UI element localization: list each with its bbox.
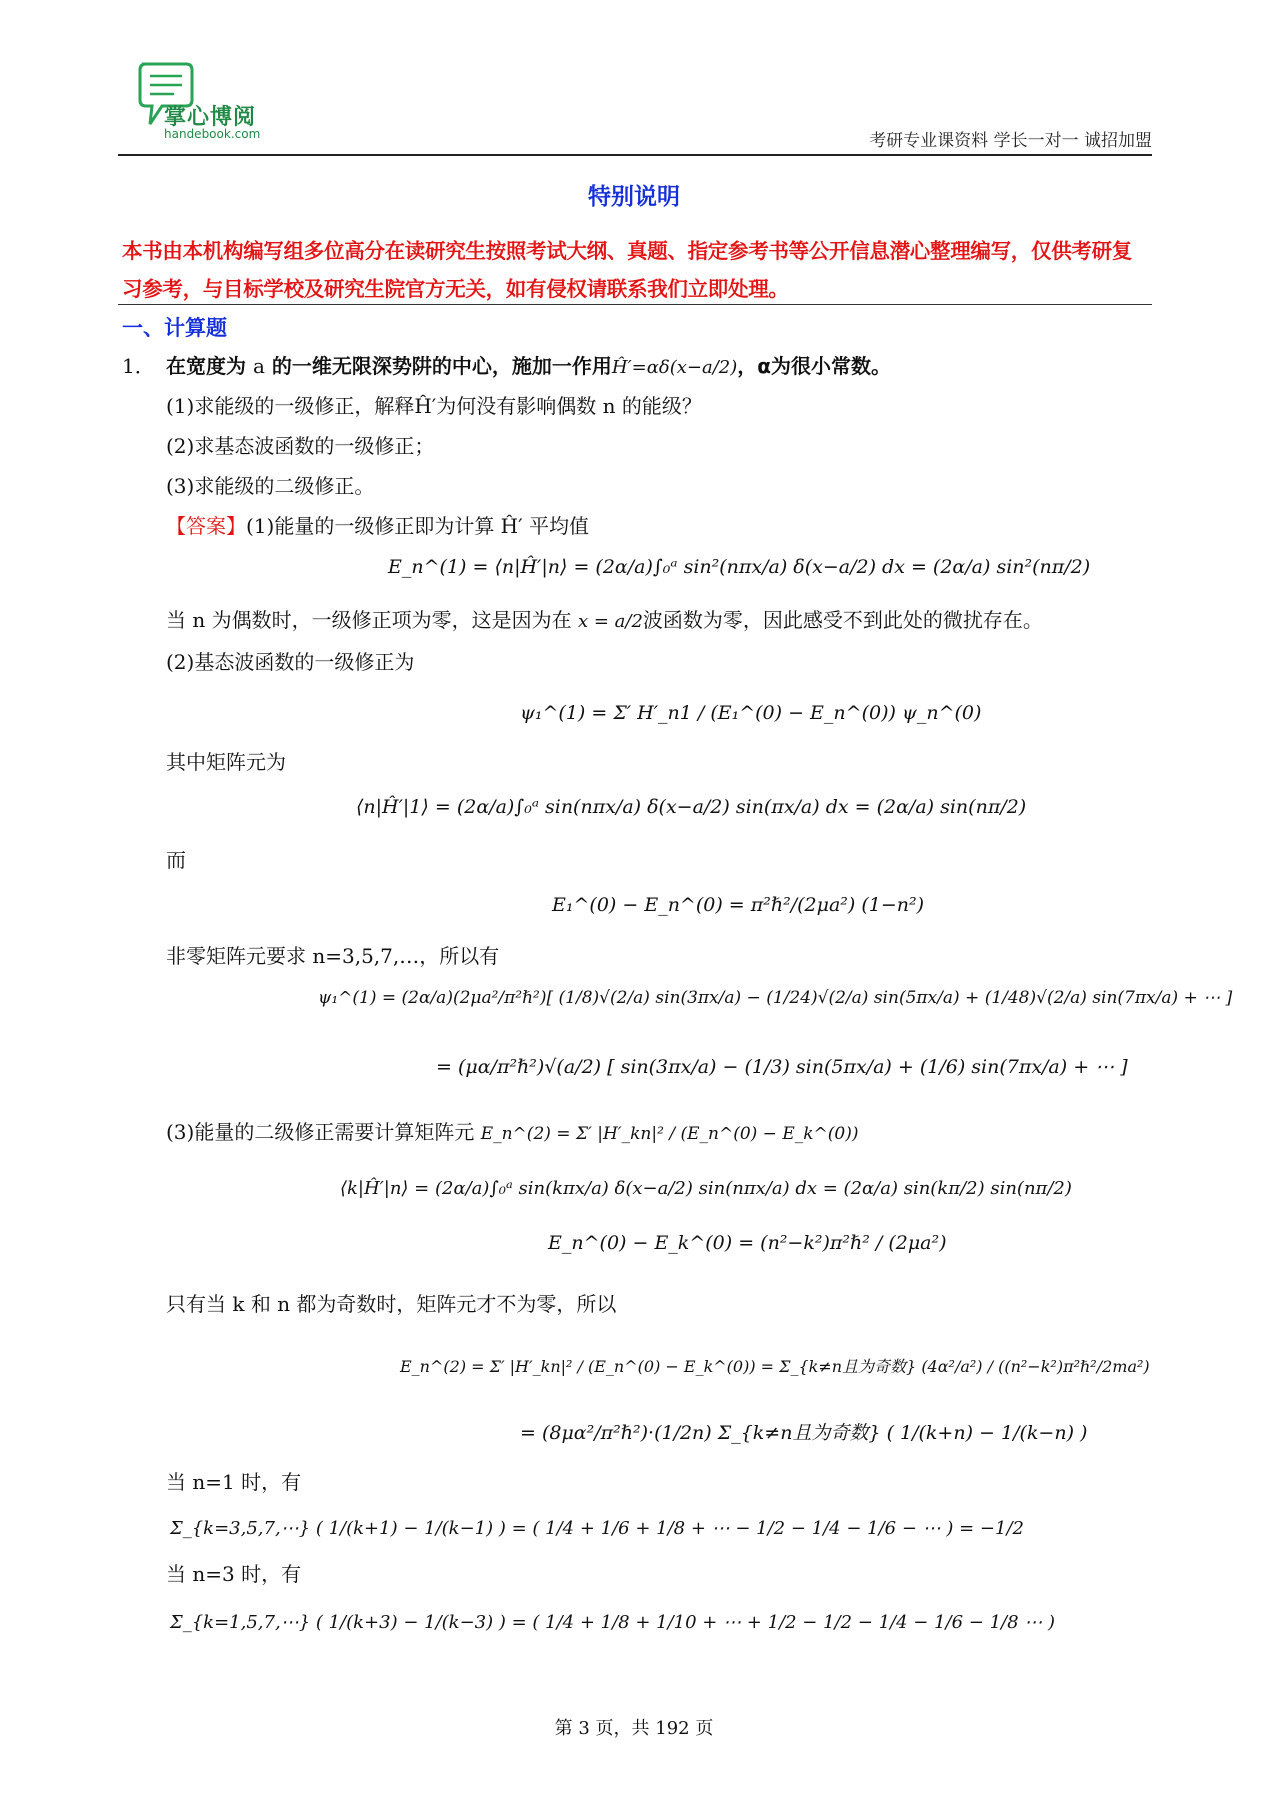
answer-part3-text: (3)能量的二级修正需要计算矩阵元 xyxy=(166,1120,475,1144)
special-notice-title: 特别说明 xyxy=(588,184,680,210)
problem-stem-operator: Ĥ′=αδ(x−a/2) xyxy=(611,357,738,378)
answer-label: 【答案】 xyxy=(166,514,246,538)
problem-stem-a: 在宽度为 xyxy=(166,354,246,378)
equation-matrix-element-kn: ⟨k|Ĥ′|n⟩ = (2α/a)∫₀ᵃ sin(kπx/a) δ(x−a/2) sin(nπx/a) dx = (2α/a) sin(kπ/2) sin(nπ/2) xyxy=(340,1178,1072,1199)
equation-wavefunction-expansion-1: ψ₁^(1) = (2α/a)(2μa²/π²ℏ²)[ (1/8)√(2/a) sin(3πx/a) − (1/24)√(2/a) sin(5πx/a) + (1/48)√(2/a) sin(7πx/a) + ⋯ ] xyxy=(318,988,1233,1008)
equation-second-order-def: E_n^(2) = Σ′ |H′_kn|² / (E_n^(0) − E_k^(0)) xyxy=(480,1124,859,1144)
section-title: 一、计算题 xyxy=(122,316,227,340)
section-divider xyxy=(118,304,1152,305)
equation-sum-n3: Σ_{k=1,5,7,⋯} ( 1/(k+3) − 1/(k−3) ) = ( 1/4 + 1/8 + 1/10 + ⋯ + 1/2 − 1/2 − 1/4 − 1/6 − 1/8 ⋯ ) xyxy=(170,1612,1056,1633)
page-footer: 第 3 页，共 192 页 xyxy=(554,1718,714,1739)
and-word: 而 xyxy=(166,848,186,872)
equation-first-order-energy: E_n^(1) = ⟨n|Ĥ′|n⟩ = (2α/a)∫₀ᵃ sin²(nπx/a) δ(x−a/2) dx = (2α/a) sin²(nπ/2) xyxy=(388,556,1091,578)
answer-part1-text: (1)能量的一级修正即为计算 Ĥ′ 平均值 xyxy=(246,514,590,538)
even-note-a: 当 n 为偶数时，一级修正项为零，这是因为在 xyxy=(166,608,572,632)
header-divider xyxy=(118,154,1152,156)
even-note-b: 波函数为零，因此感受不到此处的微扰存在。 xyxy=(642,608,1043,632)
equation-energy-difference: E₁^(0) − E_n^(0) = π²ℏ²/(2μa²) (1−n²) xyxy=(552,894,925,916)
equation-matrix-element: ⟨n|Ĥ′|1⟩ = (2α/a)∫₀ᵃ sin(nπx/a) δ(x−a/2) sin(πx/a) dx = (2α/a) sin(nπ/2) xyxy=(356,796,1027,818)
header-slogan: 考研专业课资料 学长一对一 诚招加盟 xyxy=(869,131,1152,151)
nonzero-note: 非零矩阵元要求 n=3,5,7,…，所以有 xyxy=(166,944,500,968)
equation-second-order-1: E_n^(2) = Σ′ |H′_kn|² / (E_n^(0) − E_k^(0)) = Σ_{k≠n且为奇数} (4α²/a²) / ((n²−k²)π²ℏ²/2ma²) xyxy=(400,1357,1150,1376)
answer-part2-intro: (2)基态波函数的一级修正为 xyxy=(166,650,415,674)
answer-part1-intro xyxy=(166,512,589,540)
problem-stem xyxy=(166,352,891,382)
problem-stem-var: a xyxy=(252,354,265,378)
problem-stem-b: 的一维无限深势阱的中心，施加一作用 xyxy=(271,354,612,378)
question-3: (3)求能级的二级修正。 xyxy=(166,474,375,498)
even-note xyxy=(166,606,1043,636)
question-1: (1)求能级的一级修正，解释Ĥ′为何没有影响偶数 n 的能级？ xyxy=(166,394,702,418)
equation-second-order-2: = (8μα²/π²ℏ²)·(1/2n) Σ_{k≠n且为奇数} ( 1/(k+n) − 1/(k−n) ) xyxy=(520,1422,1088,1444)
logo-url: handebook.com xyxy=(164,127,261,141)
disclaimer-text: 本书由本机构编写组多位高分在读研究生按照考试大纲、真题、指定参考书等公开信息潜心整理编写，仅供考研复习参考，与目标学校及研究生院官方无关，如有侵权请联系我们立即处理。 xyxy=(122,239,1132,301)
answer-part3-intro xyxy=(166,1118,859,1148)
logo-title: 掌心博阅 xyxy=(164,105,257,130)
problem-stem-c: ，α为很小常数。 xyxy=(737,354,892,378)
n3-note: 当 n=3 时，有 xyxy=(166,1562,302,1586)
n1-note: 当 n=1 时，有 xyxy=(166,1470,302,1494)
question-2: (2)求基态波函数的一级修正； xyxy=(166,434,435,458)
equation-energy-difference-kn: E_n^(0) − E_k^(0) = (n²−k²)π²ℏ² / (2μa²) xyxy=(548,1232,947,1254)
matrix-element-intro: 其中矩阵元为 xyxy=(166,750,286,774)
even-note-x: x = a/2 xyxy=(577,611,643,632)
page-header xyxy=(118,56,1152,156)
problem-number: 1． xyxy=(122,354,155,378)
odd-note: 只有当 k 和 n 都为奇数时，矩阵元才不为零，所以 xyxy=(166,1292,617,1316)
equation-wavefunction-expansion-2: = (μα/π²ℏ²)√(a/2) [ sin(3πx/a) − (1/3) sin(5πx/a) + (1/6) sin(7πx/a) + ⋯ ] xyxy=(436,1056,1128,1078)
equation-wavefunction-correction: ψ₁^(1) = Σ′ H′_n1 / (E₁^(0) − E_n^(0)) ψ_n^(0) xyxy=(520,702,982,724)
equation-sum-n1: Σ_{k=3,5,7,⋯} ( 1/(k+1) − 1/(k−1) ) = ( 1/4 + 1/6 + 1/8 + ⋯ − 1/2 − 1/4 − 1/6 − ⋯ ) = −1/2 xyxy=(170,1518,1024,1539)
